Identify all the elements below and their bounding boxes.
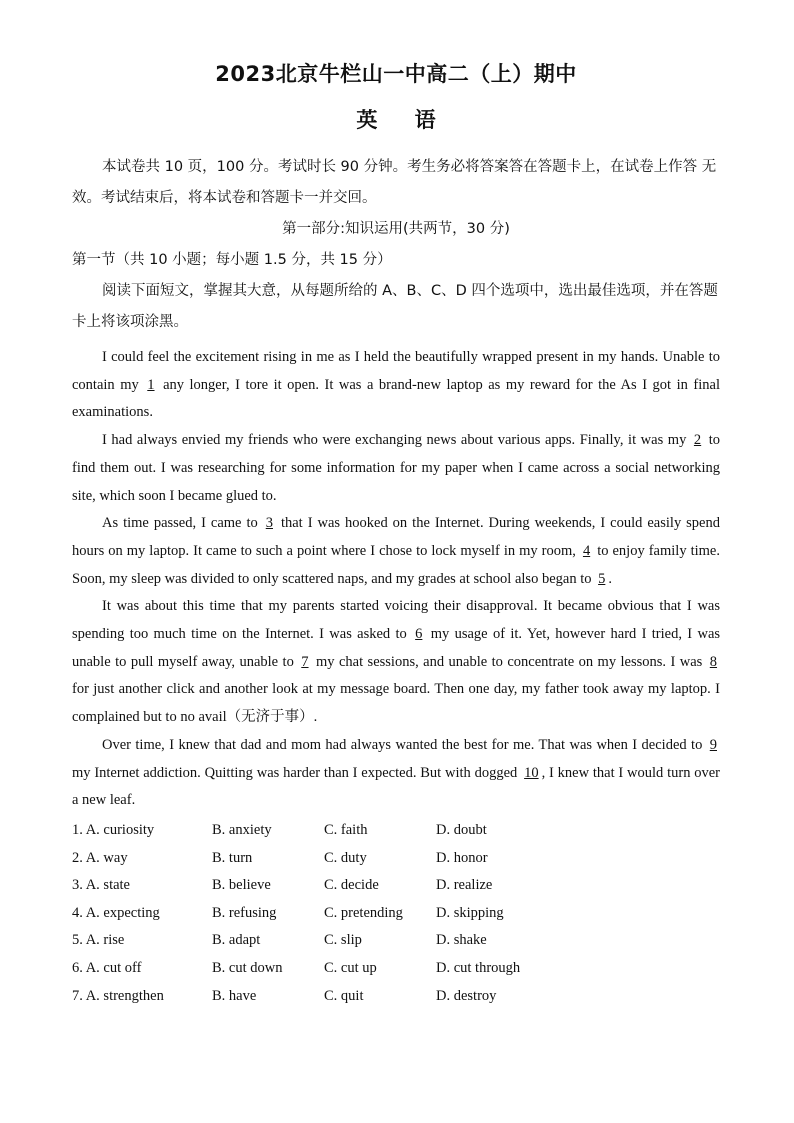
option-a: 3. A. state: [72, 877, 130, 894]
passage-text: Over time, I knew that dad and mom had always wanted the best for me. That was when I decided to: [102, 736, 703, 753]
blank-9: 9: [709, 736, 717, 753]
blank-2: 2: [693, 432, 702, 449]
passage-paragraph: [72, 344, 720, 427]
passage-text: I had always envied my friends who were exchanging news about various apps. Finally, it was my: [102, 432, 687, 449]
passage-text: As time passed, I came to: [102, 515, 258, 532]
option-b: B. anxiety: [212, 821, 272, 838]
option-row: [72, 872, 720, 900]
option-c: C. quit: [324, 987, 364, 1004]
option-b: B. believe: [212, 877, 271, 894]
passage-paragraph: [72, 427, 720, 510]
exam-title: 2023北京牛栏山一中高二（上）期中: [215, 62, 577, 86]
passage-text: for just another click and another look at my message board. Then one day, my father took away my laptop. I complained but to no avail（无济于事）.: [72, 681, 720, 726]
passage-text: my Internet addiction. Quitting was harder than I expected. But with dogged: [72, 764, 518, 781]
option-b: B. cut down: [212, 959, 283, 976]
option-b: B. refusing: [212, 904, 277, 921]
option-c: C. duty: [324, 849, 367, 866]
subject-title: 英 语: [356, 108, 436, 132]
option-row: [72, 845, 720, 873]
option-a: 1. A. curiosity: [72, 821, 155, 838]
blank-5: 5: [598, 570, 606, 587]
passage-text: to enjoy family time. Soon, my sleep was divided to only scattered naps, and my grades at school also began to: [72, 542, 720, 587]
exam-instructions: 本试卷共 10 页，100 分。考试时长 90 分钟。考生务必将答案答在答题卡上，在试卷上作答 无效。考试结束后，将本试卷和答题卡一并交回。: [72, 159, 717, 206]
passage-text: , I knew that I would turn over a new leaf.: [72, 764, 721, 809]
passage-text: I could feel the excitement rising in me as I held the beautifully wrapped present in my hands. Unable to contain my: [72, 349, 720, 393]
section-directions: 阅读下面短文，掌握其大意，从每题所给的 A、B、C、D 四个选项中，选出最佳选项，并在答题卡上将该项涂黑。: [72, 283, 718, 330]
option-c: C. cut up: [324, 959, 377, 976]
blank-3: 3: [265, 515, 273, 532]
option-a: 2. A. way: [72, 849, 128, 866]
option-a: 7. A. strengthen: [72, 987, 164, 1004]
option-d: D. doubt: [436, 821, 487, 838]
section-title: 第一节（共 10 小题；每小题 1.5 分，共 15 分）: [72, 252, 392, 268]
option-a: 5. A. rise: [72, 932, 125, 949]
blank-7: 7: [301, 653, 309, 670]
passage-text: that I was hooked on the Internet. During weekends, I could easily spend hours on my laptop. It came to such a point where I chose to lock myself in my room,: [72, 515, 720, 559]
blank-8: 8: [709, 653, 718, 670]
passage-paragraph: [72, 732, 720, 815]
blank-10: 10: [524, 764, 539, 781]
part-title: 第一部分:知识运用(共两节，30 分): [282, 221, 510, 237]
option-c: C. pretending: [324, 904, 403, 921]
option-d: D. realize: [436, 877, 493, 894]
option-b: B. adapt: [212, 932, 261, 949]
passage-paragraph: [72, 510, 720, 593]
exam-page: [72, 58, 720, 1010]
option-row: [72, 817, 720, 845]
option-row: [72, 955, 720, 983]
option-b: B. have: [212, 987, 257, 1004]
option-c: C. faith: [324, 821, 368, 838]
option-a: 6. A. cut off: [72, 959, 142, 976]
passage-text: .: [608, 570, 612, 587]
passage-text: It was about this time that my parents started voicing their disapproval. It became obvious that I was spending too much time on the Internet. I was asked to: [72, 598, 720, 643]
option-row: [72, 927, 720, 955]
option-d: D. cut through: [436, 959, 521, 976]
passage-text: my usage of it. Yet, however hard I tried, I was unable to pull myself away, unable to: [72, 626, 721, 670]
option-d: D. shake: [436, 932, 487, 949]
option-row: [72, 900, 720, 928]
option-c: C. decide: [324, 877, 379, 894]
blank-4: 4: [582, 542, 591, 559]
passage-paragraph: [72, 593, 720, 732]
option-d: D. skipping: [436, 904, 504, 921]
option-a: 4. A. expecting: [72, 904, 160, 921]
option-b: B. turn: [212, 849, 253, 866]
option-row: [72, 983, 720, 1011]
passage-text: my chat sessions, and unable to concentrate on my lessons. I was: [315, 653, 703, 670]
blank-6: 6: [415, 626, 423, 643]
answer-options: [72, 817, 720, 1010]
option-d: D. destroy: [436, 987, 497, 1004]
passage-text: any longer, I tore it open. It was a brand-new laptop as my reward for the As I got in final examinations.: [72, 376, 720, 421]
option-c: C. slip: [324, 932, 362, 949]
passage-text: to find them out. I was researching for some information for my paper when I came across a social networking site, which soon I became glued to.: [72, 432, 721, 504]
option-d: D. honor: [436, 849, 488, 866]
passage: [72, 344, 720, 815]
blank-1: 1: [147, 376, 155, 393]
